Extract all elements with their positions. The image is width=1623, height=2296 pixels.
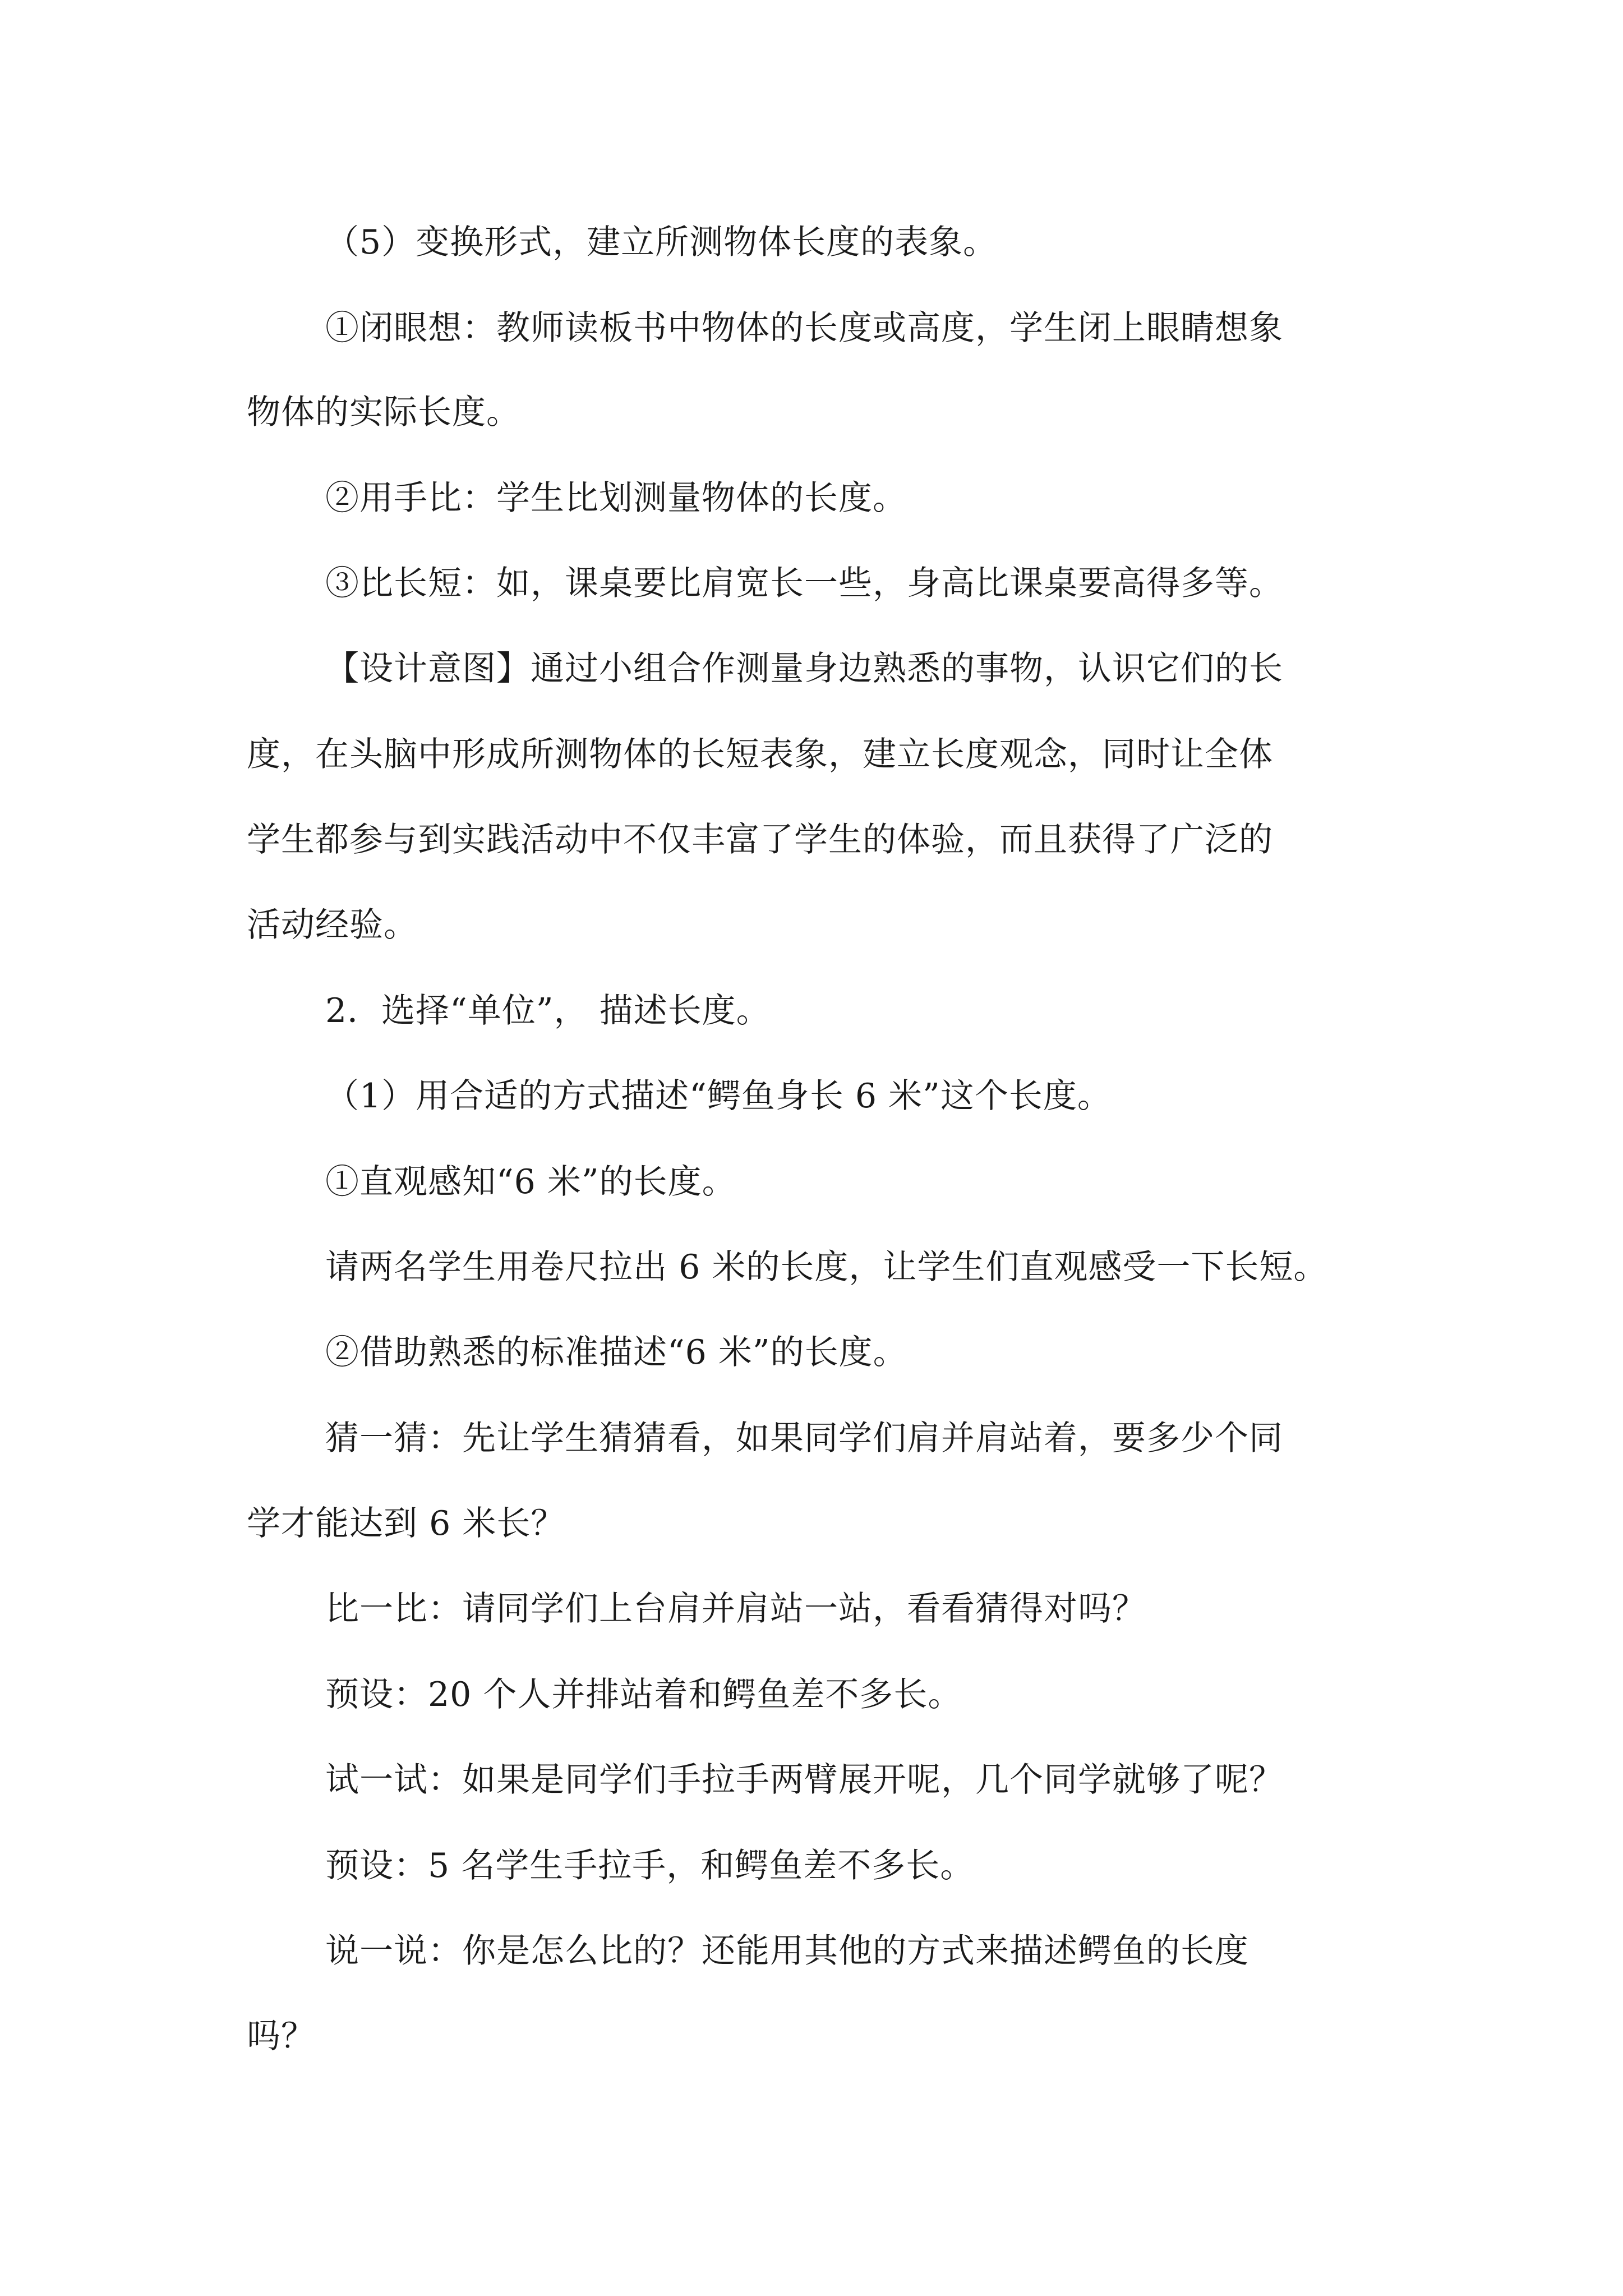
text-line: ①直观感知“6 米”的长度。	[325, 1162, 736, 1202]
text-line: 试一试：如果是同学们手拉手两臂展开呢，几个同学就够了呢？	[325, 1760, 1283, 1800]
text-line: 预设：20 个人并排站着和鳄鱼差不多长。	[325, 1675, 962, 1714]
text-line: 【设计意图】通过小组合作测量身边熟悉的事物，认识它们的长	[325, 649, 1283, 688]
text-line: ②借助熟悉的标准描述“6 米”的长度。	[325, 1333, 907, 1372]
text-line: ②用手比：学生比划测量物体的长度。	[325, 478, 907, 518]
text-line: （1）用合适的方式描述“鳄鱼身长 6 米”这个长度。	[325, 1076, 1112, 1116]
text-line: 度，在头脑中形成所测物体的长短表象，建立长度观念，同时让全体	[247, 735, 1273, 774]
text-line: 比一比：请同学们上台肩并肩站一站，看看猜得对吗？	[325, 1589, 1146, 1628]
text-line: 预设：5 名学生手拉手，和鳄鱼差不多长。	[325, 1846, 975, 1885]
text-line: ③比长短：如，课桌要比肩宽长一些，身高比课桌要高得多等。	[325, 564, 1283, 603]
text-line: ①闭眼想：教师读板书中物体的长度或高度，学生闭上眼睛想象	[325, 309, 1283, 348]
text-line: 请两名学生用卷尺拉出 6 米的长度，让学生们直观感受一下长短。	[325, 1248, 1328, 1287]
text-line: 活动经验。	[247, 905, 418, 945]
text-line: （5）变换形式，建立所测物体长度的表象。	[325, 223, 998, 262]
text-line: 猜一猜：先让学生猜猜看，如果同学们肩并肩站着，要多少个同	[325, 1419, 1283, 1458]
text-line: 2．选择“单位”， 描述长度。	[325, 991, 771, 1030]
text-line: 学才能达到 6 米长？	[247, 1504, 565, 1543]
text-line: 物体的实际长度。	[247, 393, 520, 432]
text-line: 学生都参与到实践活动中不仅丰富了学生的体验，而且获得了广泛的	[247, 820, 1273, 859]
text-line: 说一说：你是怎么比的？还能用其他的方式来描述鳄鱼的长度	[325, 1931, 1249, 1971]
text-line: 吗？	[247, 2017, 315, 2056]
